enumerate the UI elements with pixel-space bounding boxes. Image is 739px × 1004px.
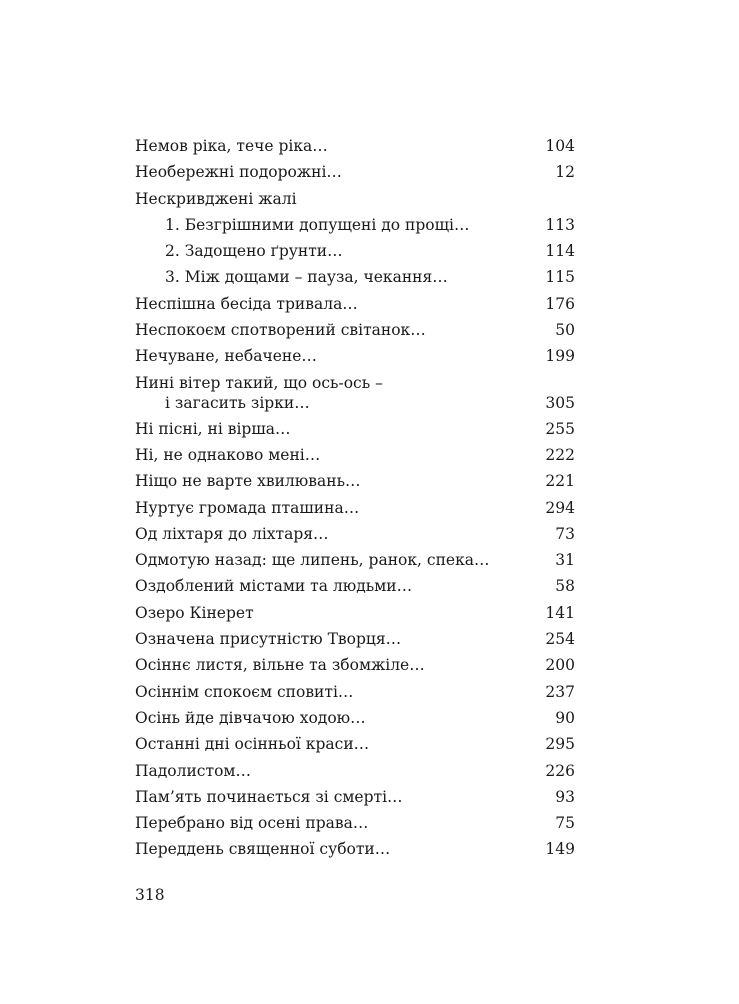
toc-entry-page: 176 <box>545 294 575 313</box>
toc-entry-title: Необережні подорожні… <box>135 163 342 182</box>
toc-entry-page: 305 <box>545 393 575 412</box>
toc-entry-page: 226 <box>545 761 575 780</box>
toc-entry <box>135 159 575 185</box>
toc-entry-page: 75 <box>555 814 575 833</box>
toc-entry <box>135 652 575 678</box>
toc-entry <box>135 600 575 626</box>
toc-entry-page: 200 <box>545 656 575 675</box>
toc-entry-title: Нечуване, небачене… <box>135 347 317 366</box>
toc-entry <box>135 416 575 442</box>
toc-entry <box>135 291 575 317</box>
toc-entry-page: 104 <box>545 137 575 155</box>
toc-entry <box>135 442 575 468</box>
toc-entry <box>135 810 575 836</box>
toc-entry-page: 93 <box>555 787 575 806</box>
toc-entry-page: 58 <box>555 577 575 596</box>
toc-entry-title: 1. Безгрішними допущені до прощі… <box>165 215 470 234</box>
toc-entry <box>135 705 575 731</box>
toc-entry <box>135 758 575 784</box>
toc-entry-title: Означена присутністю Творця… <box>135 630 402 649</box>
toc-entry-title: 3. Між дощами – пауза, чекання… <box>165 268 448 287</box>
toc-entry-page: 115 <box>545 268 575 287</box>
toc-entry-title: 2. Задощено ґрунти… <box>165 242 343 261</box>
table-of-contents <box>135 133 575 863</box>
toc-entry-title: Оздоблений містами та людьми… <box>135 577 413 596</box>
toc-entry-title: Осіннє листя, вільне та збомжіле… <box>135 656 425 675</box>
toc-entry-title: Перебрано від осені права… <box>135 814 369 833</box>
toc-entry-title: Пам’ять починається зі смерті… <box>135 787 403 806</box>
toc-entry-title: Ні пісні, ні вірша… <box>135 419 291 438</box>
toc-entry <box>135 547 575 573</box>
toc-entry-page: 237 <box>545 682 575 701</box>
toc-entry <box>135 343 575 369</box>
toc-entry <box>135 626 575 652</box>
toc-entry <box>135 133 575 159</box>
toc-entry <box>135 521 575 547</box>
toc-entry-page: 114 <box>545 242 575 261</box>
toc-entry-page: 295 <box>545 735 575 754</box>
toc-entry-title: Нині вітер такий, що ось-ось – <box>135 373 383 392</box>
toc-entry-page: 221 <box>545 472 575 491</box>
toc-entry-title: Озеро Кінерет <box>135 603 254 622</box>
toc-entry <box>135 836 575 862</box>
toc-entry-page: 31 <box>555 551 575 570</box>
toc-entry-page: 141 <box>545 603 575 622</box>
toc-entry-page: 50 <box>555 321 575 340</box>
toc-entry <box>135 784 575 810</box>
toc-entry <box>135 679 575 705</box>
toc-entry-title: Переддень священної суботи… <box>135 840 391 859</box>
toc-entry <box>135 495 575 521</box>
toc-entry-page: 73 <box>555 524 575 543</box>
toc-entry-continuation <box>135 393 575 413</box>
toc-entry-title: Нескривджені жалі <box>135 189 297 208</box>
toc-subentry <box>135 238 575 264</box>
toc-entry <box>135 468 575 494</box>
toc-entry <box>135 731 575 757</box>
toc-entry-title: Осінь йде дівчачою ходою… <box>135 708 366 727</box>
toc-entry-title: Осіннім спокоєм сповиті… <box>135 682 354 701</box>
toc-entry-page: 199 <box>545 347 575 366</box>
toc-entry-page: 222 <box>545 445 575 464</box>
toc-entry <box>135 373 575 393</box>
toc-entry-page: 149 <box>545 840 575 859</box>
toc-entry <box>135 573 575 599</box>
toc-entry-title: Немов ріка, тече ріка… <box>135 137 328 155</box>
toc-entry-title: Падолистом… <box>135 761 251 780</box>
toc-entry-page: 12 <box>555 163 575 182</box>
toc-entry <box>135 186 575 212</box>
toc-entry-title: Ніщо не варте хвилювань… <box>135 472 361 491</box>
toc-entry-page: 90 <box>555 708 575 727</box>
toc-entry-page: 294 <box>545 498 575 517</box>
toc-entry-title: Одмотую назад: ще липень, ранок, спека… <box>135 551 490 570</box>
toc-entry-title: і загасить зірки… <box>165 393 310 412</box>
toc-entry-page: 254 <box>545 630 575 649</box>
toc-entry-title: Ні, не однаково мені… <box>135 445 321 464</box>
toc-subentry <box>135 212 575 238</box>
toc-entry-title: Неспокоєм спотворений світанок… <box>135 321 426 340</box>
page-number: 318 <box>135 886 165 904</box>
toc-entry-title: Нуртує громада пташина… <box>135 498 360 517</box>
toc-entry-page: 113 <box>545 215 575 234</box>
toc-entry-page: 255 <box>545 419 575 438</box>
toc-entry <box>135 317 575 343</box>
toc-entry-title: Неспішна бесіда тривала… <box>135 294 358 313</box>
toc-entry-title: Останні дні осінньої краси… <box>135 735 370 754</box>
toc-subentry <box>135 264 575 290</box>
toc-entry-title: Од ліхтаря до ліхтаря… <box>135 524 329 543</box>
